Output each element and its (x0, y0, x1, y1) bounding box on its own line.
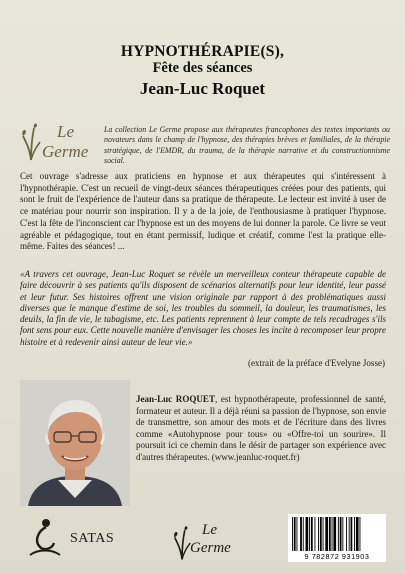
satas-label: SATAS (70, 531, 115, 546)
author-bio (136, 394, 386, 464)
isbn-barcode (288, 514, 386, 562)
barcode-bars (292, 517, 382, 551)
bio-text: , est hypnothérapeute, professionnel de santé, formateur et auteur. Il a déjà réuni sa passion de l'hypnose, son envie de transmettre, son amour des mots et de l'écriture dans des livres comme «Autohypnose pour tous» ou «Offre-toi un sourire». Il poursuit ici ce chemin dans le désir de partager son expérience avec d'autres thérapeutes. (www.jeanluc-roquet.fr) (136, 394, 386, 462)
book-title: HYPNOTHÉRAPIE(S), (120, 43, 285, 60)
satas-figure-icon (26, 517, 64, 557)
logo-germe-text: Germe (42, 142, 89, 161)
logo-le-text: Le (57, 122, 74, 141)
title-block (60, 43, 345, 100)
bottom-logo-le-text: Le (202, 522, 217, 538)
preface-quote: «A travers cet ouvrage, Jean-Luc Roquet se révèle un merveilleux conteur thérapeute capable de faire découvrir à ses patients qu'ils disposent de scénarios alternatifs pour leur identité, leur passé et leur futur. Ses histoires offrent une vision originale par rapport à des problématiques aussi diverses que le manque d'estime de soi, les troubles du sommeil, la douleur, les traumatismes, les deuils, la fin de vie, le tabagisme, etc. Les patients reprennent à leur compte de tels recadrages s'ils font sens pour eux. Cette nouvelle manière d'envisager les choses les incite à recomposer leur propre histoire et à redevenir ainsi auteur de leur vie.» (20, 269, 386, 347)
collection-description: La collection Le Germe propose aux thérapeutes francophones des textes importants ou novateurs dans le champ de l'hypnose, des thérapies brèves et familiales, de la thérapie stratégique, de l'EMDR, du trauma, de la thérapie narrative et du constructionnisme social. (104, 125, 390, 166)
isbn-number: 9 782872 931903 (304, 552, 370, 561)
book-summary: Cet ouvrage s'adresse aux praticiens en hypnose et aux thérapeutes qui s'intéressent à l'hypnothérapie. C'est un recueil de vingt-deux séances thérapeutiques créées pour des patients, qui sont le fruit de l'expérience de l'auteur dans sa pratique de thérapeute. Le lecteur est invité à user de ce matériau pour nourrir son inspiration. Il y a de la joie, de l'enthousiasme à pratiquer l'hypnose. C'est la fête de l'inconscient car l'hypnose est un des moyens de lui donner la parole. Ce livre se veut agréable et pédagogique, tout en étant permissif, ludique et créatif, comme l'est la pratique elle-même. Faites des séances! ... (20, 171, 386, 252)
author-name: Jean-Luc Roquet (139, 79, 266, 98)
quote-source: (extrait de la préface d'Evelyne Josse) (247, 358, 385, 368)
bottom-logo-germe-text: Germe (190, 540, 231, 556)
book-subtitle: Fête des séances (152, 60, 253, 76)
le-germe-logo (18, 120, 98, 170)
author-photo (20, 380, 130, 506)
sprout-icon-bottom (172, 524, 192, 562)
satas-publisher-logo (26, 517, 126, 557)
le-germe-bottom-logo (166, 522, 256, 566)
bio-author-name: Jean-Luc ROQUET (136, 394, 215, 404)
sprout-icon (20, 122, 42, 162)
author-portrait-image (20, 380, 130, 506)
